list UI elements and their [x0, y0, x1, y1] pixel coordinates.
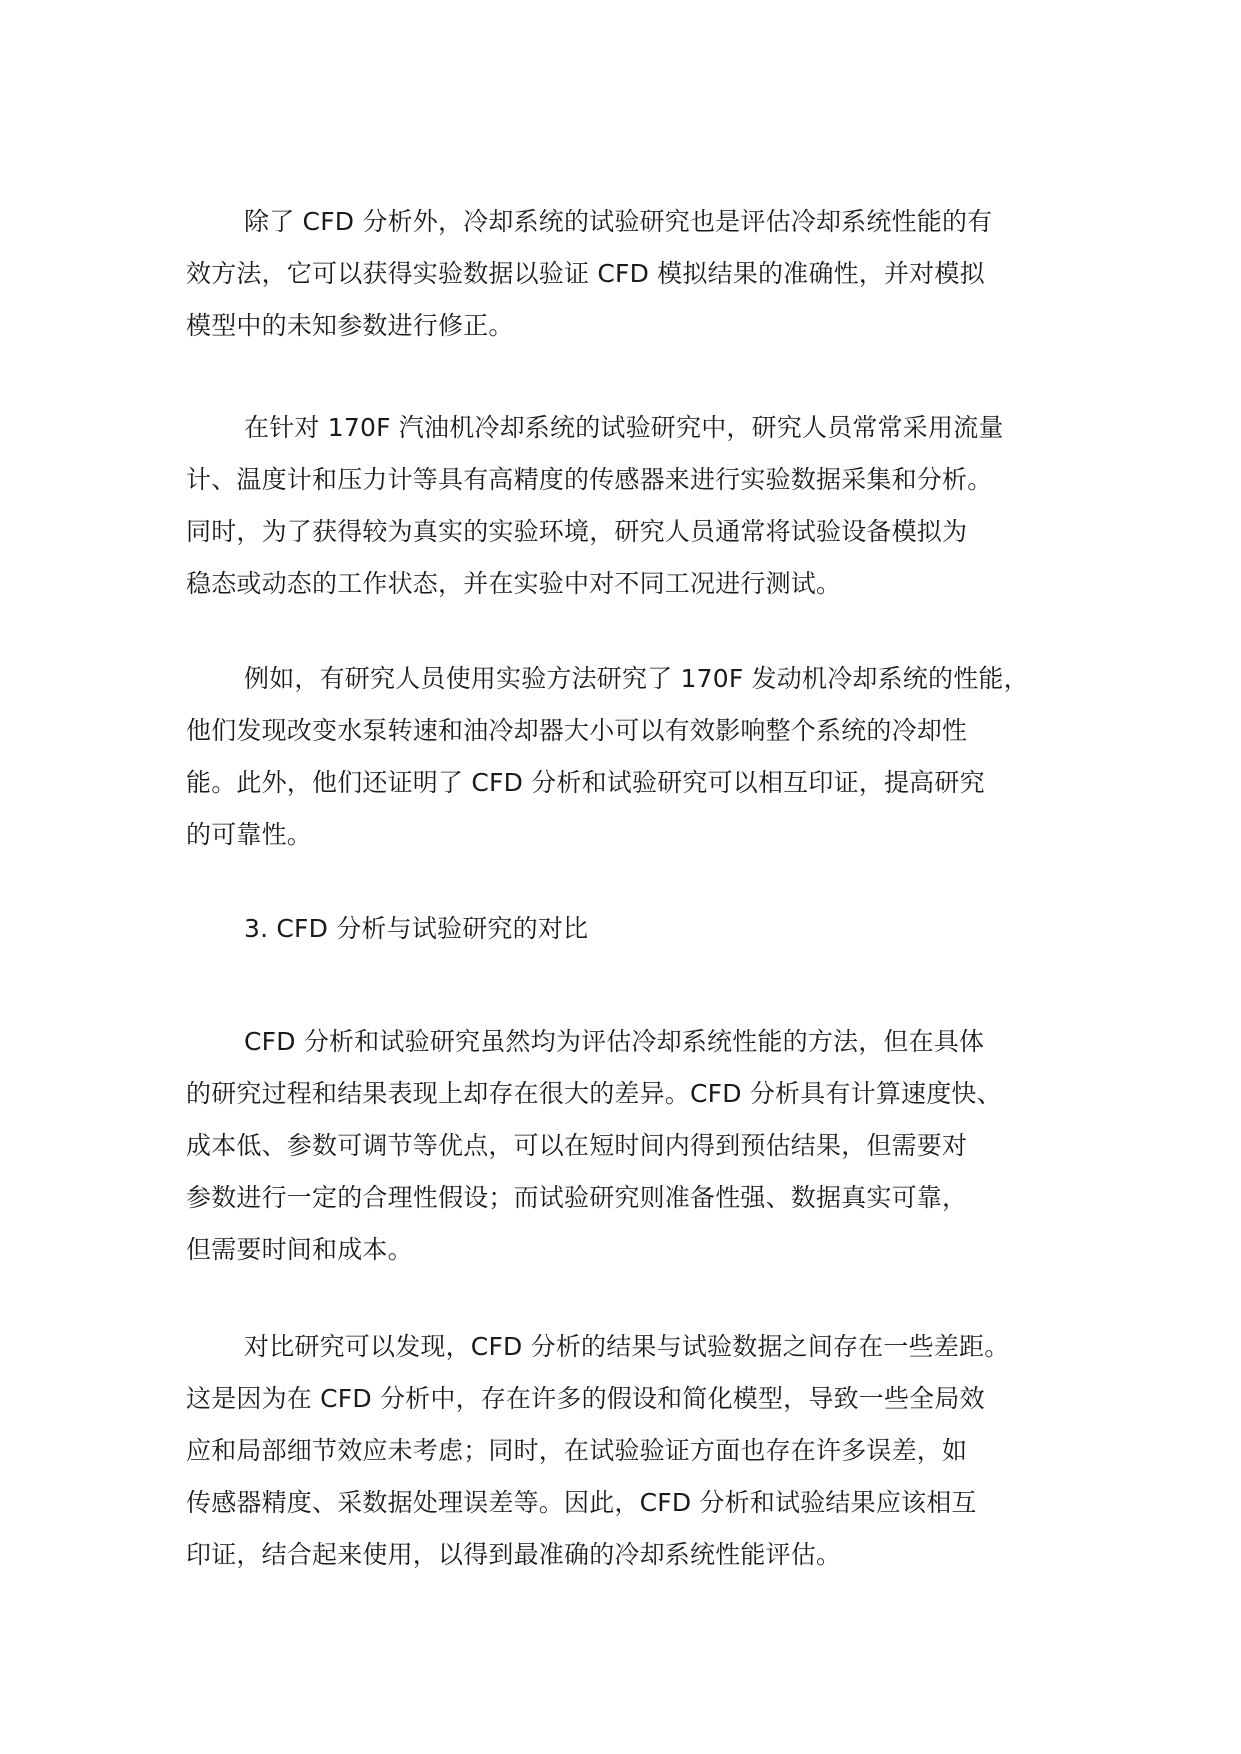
text-line: 参数进行一定的合理性假设；而试验研究则准备性强、数据真实可靠， [186, 1183, 968, 1212]
text-line: 的可靠性。 [186, 820, 313, 849]
text-line: 成本低、参数可调节等优点，可以在短时间内得到预估结果，但需要对 [186, 1131, 968, 1160]
text-line: 在针对 170F 汽油机冷却系统的试验研究中，研究人员常常采用流量 [244, 413, 1004, 442]
text-line: 应和局部细节效应未考虑；同时，在试验验证方面也存在许多误差，如 [186, 1436, 968, 1465]
text-line: 这是因为在 CFD 分析中，存在许多的假设和简化模型，导致一些全局效 [186, 1384, 985, 1413]
text-line: 同时，为了获得较为真实的实验环境，研究人员通常将试验设备模拟为 [186, 517, 968, 546]
paragraph-cfd-and-experiment [186, 196, 1086, 352]
text-line: 计、温度计和压力计等具有高精度的传感器来进行实验数据采集和分析。 [186, 465, 993, 494]
heading-line: 3. CFD 分析与试验研究的对比 [244, 914, 589, 943]
paragraph-example [186, 653, 1086, 861]
text-line: 但需要时间和成本。 [186, 1235, 413, 1264]
text-line: 除了 CFD 分析外，冷却系统的试验研究也是评估冷却系统性能的有 [244, 207, 993, 236]
section-heading [186, 903, 1086, 955]
paragraph-comparison [186, 1016, 1086, 1276]
text-line: 对比研究可以发现，CFD 分析的结果与试验数据之间存在一些差距。 [244, 1332, 1010, 1361]
text-line: 模型中的未知参数进行修正。 [186, 311, 514, 340]
text-line: 效方法，它可以获得实验数据以验证 CFD 模拟结果的准确性，并对模拟 [186, 259, 985, 288]
paragraph-conclusion [186, 1321, 1086, 1581]
text-line: CFD 分析和试验研究虽然均为评估冷却系统性能的方法，但在具体 [244, 1027, 985, 1056]
text-line: 的研究过程和结果表现上却存在很大的差异。CFD 分析具有计算速度快、 [186, 1079, 1002, 1108]
text-line: 印证，结合起来使用，以得到最准确的冷却系统性能评估。 [186, 1540, 842, 1569]
text-line: 稳态或动态的工作状态，并在实验中对不同工况进行测试。 [186, 569, 842, 598]
text-line: 传感器精度、采数据处理误差等。因此，CFD 分析和试验结果应该相互 [186, 1488, 977, 1517]
text-line: 例如，有研究人员使用实验方法研究了 170F 发动机冷却系统的性能， [244, 664, 1029, 693]
text-line: 他们发现改变水泵转速和油冷却器大小可以有效影响整个系统的冷却性 [186, 716, 968, 745]
text-line: 能。此外，他们还证明了 CFD 分析和试验研究可以相互印证，提高研究 [186, 768, 985, 797]
paragraph-170f-experiment [186, 402, 1086, 610]
